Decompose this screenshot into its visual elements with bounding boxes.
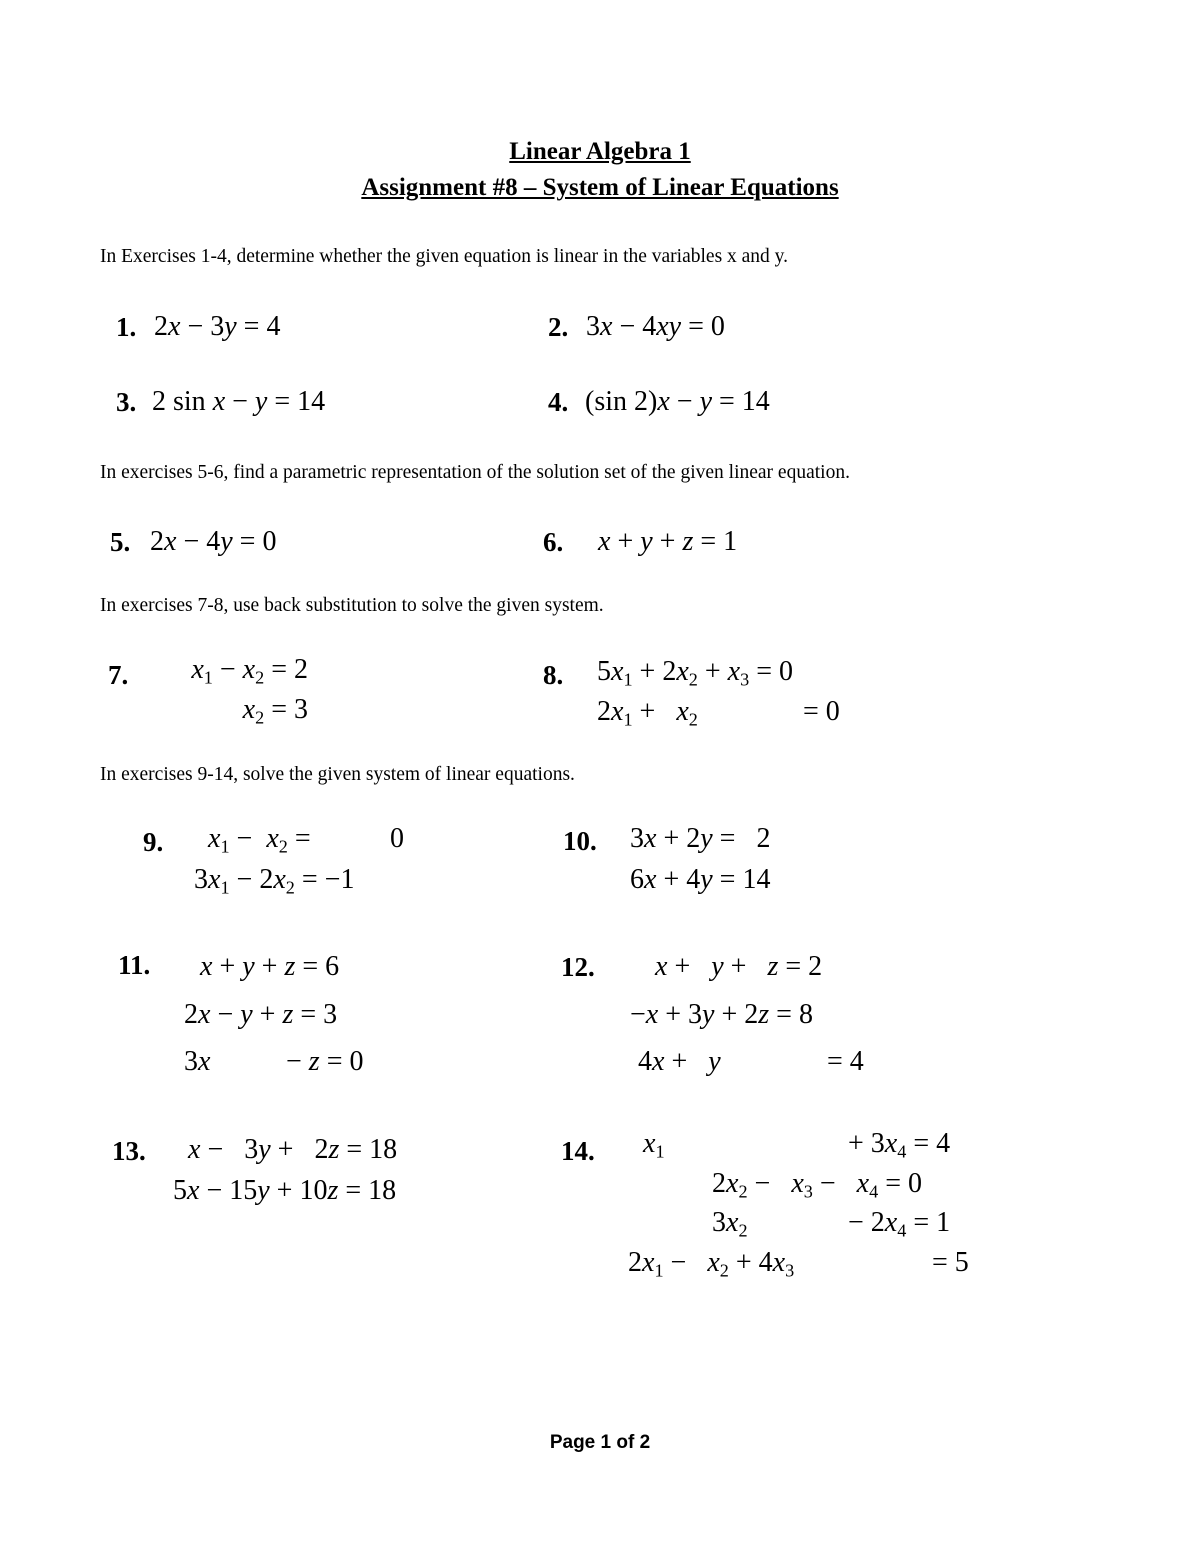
exercise-number: 3. [116,387,137,417]
instruction-9-14: In exercises 9-14, solve the given system of linear equations. [100,764,575,785]
exercise-number: 7. [108,660,129,690]
exercise-number: 2. [548,312,569,342]
exercise-number: 8. [543,660,564,690]
exercise-number: 6. [543,527,564,557]
exercise-number: 13. [112,1136,146,1166]
instruction-7-8: In exercises 7-8, use back substitution to solve the given system. [100,595,604,616]
instruction-1-4: In Exercises 1-4, determine whether the given equation is linear in the variables x and y. [100,246,789,267]
exercise-number: 10. [563,826,597,856]
instruction-5-6: In exercises 5-6, find a parametric representation of the solution set of the given linear equation. [100,462,850,483]
exercise-5-equation: 2x − 4y = 0 [150,526,277,557]
exercise-number: 1. [116,312,137,342]
exercise-2-equation: 3x − 4xy = 0 [586,311,725,342]
exercise-number: 14. [561,1136,595,1166]
exercise-number: 12. [561,952,595,982]
exercise-number: 4. [548,387,569,417]
exercise-number: 5. [110,527,131,557]
exercise-3-equation: 2 sin x − y = 14 [152,386,326,417]
course-title: Linear Algebra 1 [509,138,691,165]
exercise-1-equation: 2x − 3y = 4 [154,311,281,342]
assignment-title: Assignment #8 – System of Linear Equations [361,174,839,201]
page-footer: Page 1 of 2 [549,1432,651,1453]
exercise-number: 11. [118,950,151,980]
exercise-4-equation: (sin 2)x − y = 14 [585,386,770,417]
exercise-6-equation: x + y + z = 1 [598,526,738,557]
exercise-number: 9. [143,827,164,857]
